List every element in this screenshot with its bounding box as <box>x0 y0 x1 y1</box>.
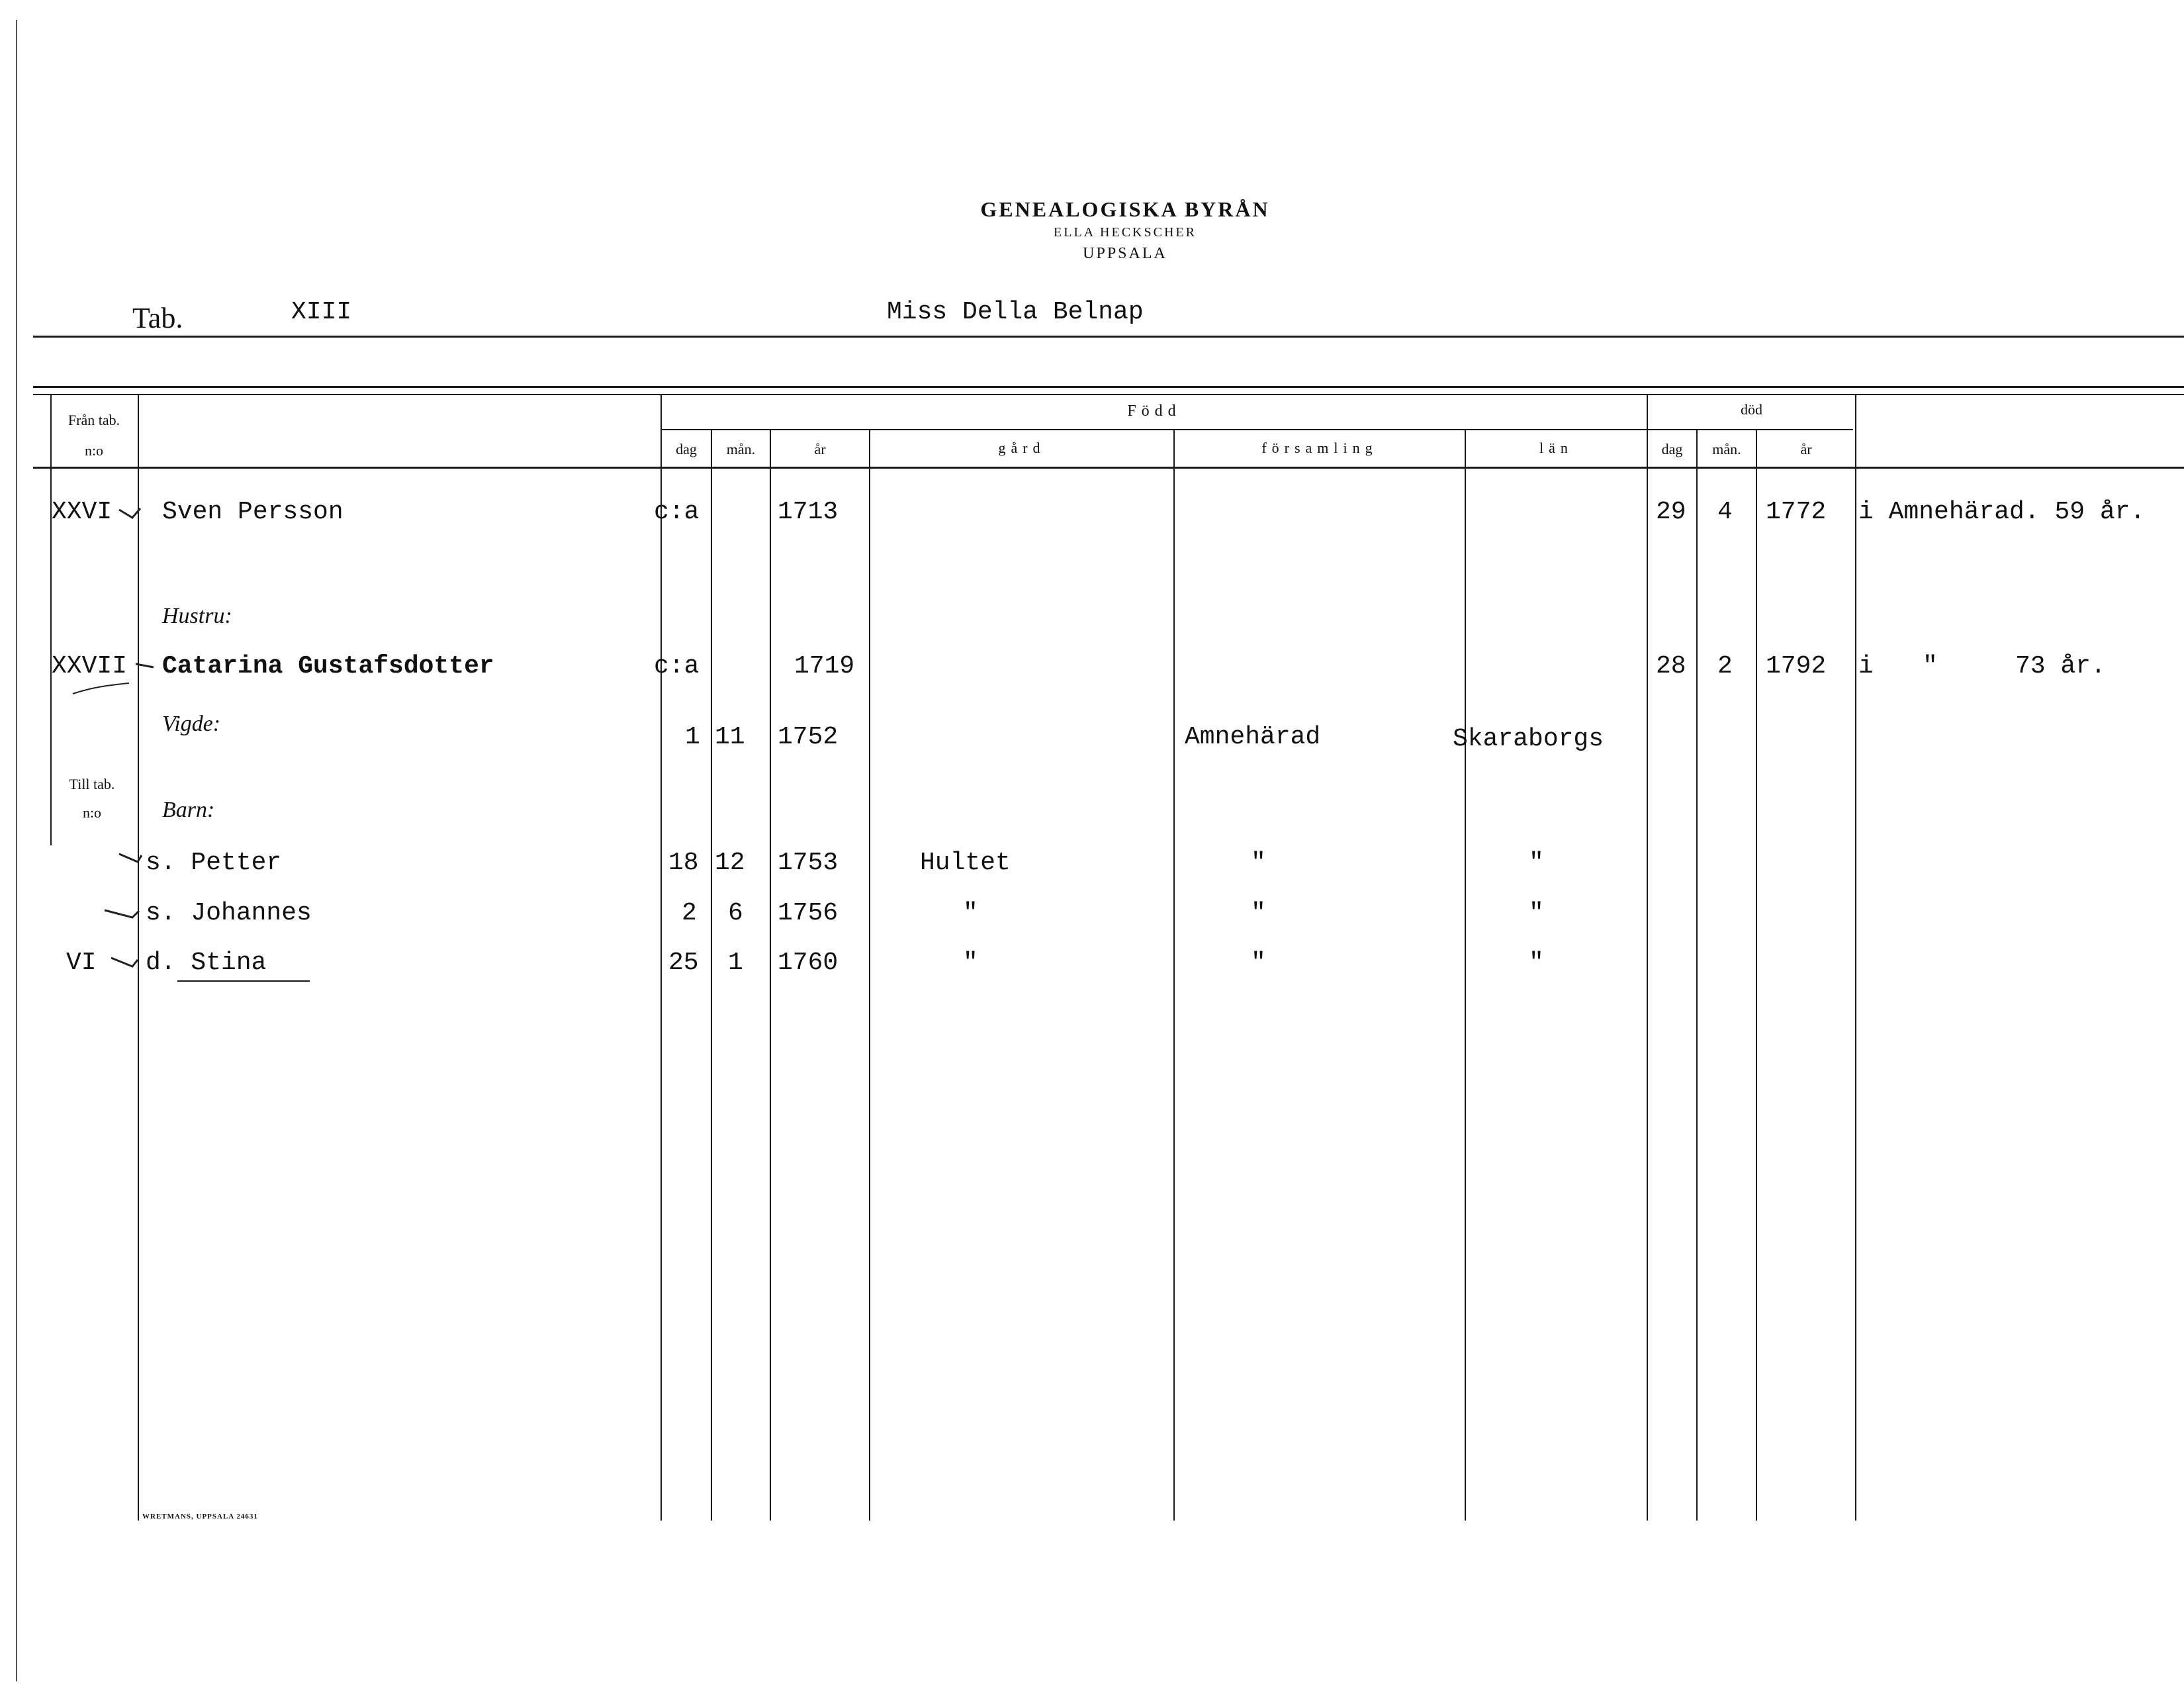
death-note-prefix: i <box>1858 652 1874 680</box>
tab-label: Tab. <box>132 302 183 334</box>
child-county: " <box>1529 949 1544 977</box>
header-ar: år <box>814 441 826 457</box>
header-till-no: n:o <box>82 804 102 821</box>
header-dod-dag: dag <box>1661 441 1683 457</box>
city-name: UPPSALA <box>1083 245 1167 262</box>
header-dod-man: mån. <box>1712 441 1741 457</box>
born-year: 1713 <box>778 498 839 526</box>
marriage-month: 11 <box>715 723 745 751</box>
child-to-tab: VI <box>66 949 97 977</box>
client-name: Miss Della Belnap <box>887 298 1144 326</box>
death-note: i Amnehärad. 59 år. <box>1858 498 2146 526</box>
child-month: 1 <box>728 949 743 977</box>
child-month: 12 <box>715 849 745 877</box>
marriage-county: Skaraborgs <box>1453 725 1604 753</box>
child-name: s. Petter <box>146 849 282 877</box>
label-barn: Barn: <box>162 798 215 822</box>
marriage-parish: Amnehärad <box>1185 723 1321 751</box>
from-tab-number: XXVII <box>52 652 128 680</box>
tab-number: XIII <box>291 298 352 326</box>
header-dag: dag <box>676 441 697 457</box>
label-hustru: Hustru: <box>162 604 232 628</box>
child-year: 1756 <box>778 899 839 927</box>
child-farm: " <box>963 899 978 927</box>
child-month: 6 <box>728 899 743 927</box>
death-note-ditto: " <box>1923 652 1938 680</box>
child-county: " <box>1529 899 1544 927</box>
owner-name: ELLA HECKSCHER <box>1054 225 1197 240</box>
died-year: 1772 <box>1766 498 1827 526</box>
header-fran-no: n:o <box>84 442 104 459</box>
header-forsamling: församling <box>1261 440 1378 456</box>
child-year: 1760 <box>778 949 839 977</box>
marriage-day: 1 <box>685 723 700 751</box>
label-vigde: Vigde: <box>162 712 221 736</box>
header-fran-tab: Från tab. <box>68 412 120 428</box>
header-till-tab: Till tab. <box>69 776 115 792</box>
header-man: mån. <box>726 441 756 457</box>
organization-name: GENEALOGISKA BYRÅN <box>980 197 1270 221</box>
born-day: c:a <box>654 652 700 680</box>
header-fodd: Född <box>1127 402 1181 420</box>
died-year: 1792 <box>1766 652 1827 680</box>
born-year: 1719 <box>794 652 855 680</box>
born-day: c:a <box>654 498 700 526</box>
header-dod: död <box>1741 401 1762 418</box>
died-month: 4 <box>1717 498 1733 526</box>
child-parish: " <box>1251 949 1266 977</box>
child-day: 2 <box>682 899 697 927</box>
died-day: 28 <box>1656 652 1686 680</box>
person-name: Sven Persson <box>162 498 343 526</box>
died-day: 29 <box>1656 498 1686 526</box>
child-parish: " <box>1251 899 1266 927</box>
from-tab-number: XXVI <box>52 498 113 526</box>
child-year: 1753 <box>778 849 839 877</box>
child-day: 25 <box>668 949 699 977</box>
died-month: 2 <box>1717 652 1733 680</box>
child-county: " <box>1529 849 1544 877</box>
header-dod-ar: år <box>1800 441 1812 457</box>
child-farm: Hultet <box>920 849 1011 877</box>
header-gard: gård <box>998 440 1046 456</box>
child-name: d. Stina <box>146 949 267 977</box>
child-day: 18 <box>668 849 699 877</box>
person-name: Catarina Gustafsdotter <box>162 652 494 680</box>
header-lan: län <box>1539 440 1573 456</box>
child-parish: " <box>1251 849 1266 877</box>
printer-mark: WRETMANS, UPPSALA 24631 <box>142 1513 258 1521</box>
child-farm: " <box>963 949 978 977</box>
marriage-year: 1752 <box>778 723 839 751</box>
child-name: s. Johannes <box>146 899 312 927</box>
death-note-age: 73 år. <box>2015 652 2106 680</box>
